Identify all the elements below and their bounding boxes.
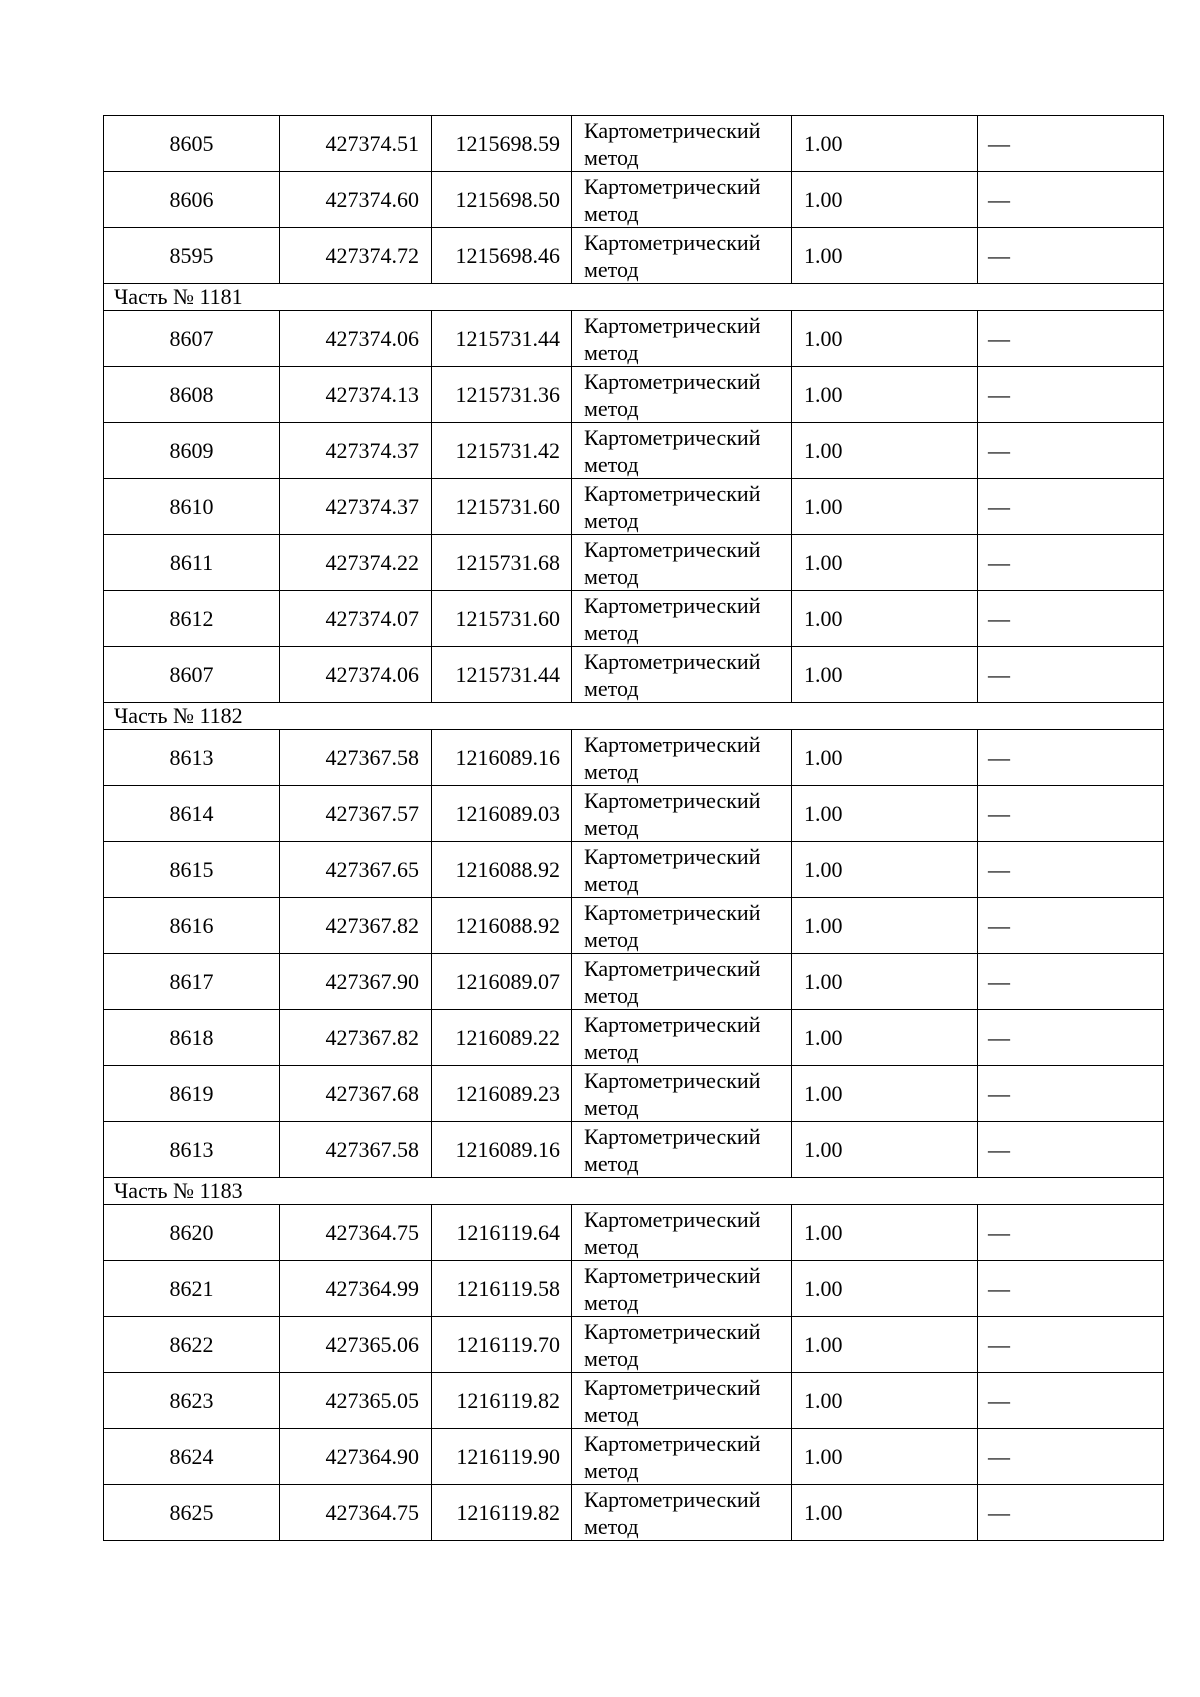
x-coordinate-cell: 427374.07 xyxy=(280,591,432,647)
description-cell: — xyxy=(978,1010,1164,1066)
method-text-line: Картометрический xyxy=(584,1011,761,1037)
y-coordinate-cell: 1216119.70 xyxy=(432,1317,572,1373)
method-cell xyxy=(572,1066,792,1122)
method-text-line: Картометрический xyxy=(584,648,761,674)
precision-cell: 1.00 xyxy=(792,954,978,1010)
part-header: Часть № 1182 xyxy=(104,703,1164,730)
method-cell xyxy=(572,647,792,703)
table-row xyxy=(104,730,1164,786)
y-coordinate-cell: 1216089.16 xyxy=(432,730,572,786)
precision-cell: 1.00 xyxy=(792,1205,978,1261)
method-text-line: метод xyxy=(584,1150,639,1176)
table-row xyxy=(104,311,1164,367)
part-header-row xyxy=(104,284,1164,311)
method-cell xyxy=(572,1122,792,1178)
method-cell xyxy=(572,1485,792,1541)
x-coordinate-cell: 427365.06 xyxy=(280,1317,432,1373)
method-cell xyxy=(572,116,792,172)
method-text-line: метод xyxy=(584,758,639,784)
table-row xyxy=(104,116,1164,172)
method-text-line: метод xyxy=(584,870,639,896)
method-text-line: метод xyxy=(584,814,639,840)
x-coordinate-cell: 427374.06 xyxy=(280,647,432,703)
x-coordinate-cell: 427367.82 xyxy=(280,1010,432,1066)
x-coordinate-cell: 427374.06 xyxy=(280,311,432,367)
point-number-cell: 8620 xyxy=(104,1205,280,1261)
precision-cell: 1.00 xyxy=(792,1429,978,1485)
method-text-line: метод xyxy=(584,507,639,533)
point-number-cell: 8612 xyxy=(104,591,280,647)
y-coordinate-cell: 1216089.16 xyxy=(432,1122,572,1178)
point-number-cell: 8619 xyxy=(104,1066,280,1122)
point-number-cell: 8595 xyxy=(104,228,280,284)
description-cell: — xyxy=(978,591,1164,647)
table-row xyxy=(104,1122,1164,1178)
method-text-line: Картометрический xyxy=(584,368,761,394)
point-number-cell: 8624 xyxy=(104,1429,280,1485)
y-coordinate-cell: 1216119.82 xyxy=(432,1485,572,1541)
table-row xyxy=(104,535,1164,591)
method-text-line: метод xyxy=(584,144,639,170)
point-number-cell: 8611 xyxy=(104,535,280,591)
point-number-cell: 8607 xyxy=(104,647,280,703)
table-row xyxy=(104,1373,1164,1429)
y-coordinate-cell: 1215698.59 xyxy=(432,116,572,172)
precision-cell: 1.00 xyxy=(792,172,978,228)
coordinates-table xyxy=(103,115,1164,1541)
description-cell: — xyxy=(978,730,1164,786)
x-coordinate-cell: 427374.60 xyxy=(280,172,432,228)
table-row xyxy=(104,954,1164,1010)
y-coordinate-cell: 1215698.46 xyxy=(432,228,572,284)
precision-cell: 1.00 xyxy=(792,311,978,367)
y-coordinate-cell: 1215731.44 xyxy=(432,647,572,703)
method-text-line: метод xyxy=(584,1233,639,1259)
y-coordinate-cell: 1216089.03 xyxy=(432,786,572,842)
description-cell: — xyxy=(978,1066,1164,1122)
method-text-line: Картометрический xyxy=(584,312,761,338)
table-row xyxy=(104,647,1164,703)
description-cell: — xyxy=(978,535,1164,591)
method-text-line: Картометрический xyxy=(584,1262,761,1288)
point-number-cell: 8621 xyxy=(104,1261,280,1317)
method-text-line: Картометрический xyxy=(584,1374,761,1400)
method-cell xyxy=(572,591,792,647)
method-cell xyxy=(572,1205,792,1261)
description-cell: — xyxy=(978,116,1164,172)
description-cell: — xyxy=(978,898,1164,954)
y-coordinate-cell: 1215731.68 xyxy=(432,535,572,591)
point-number-cell: 8616 xyxy=(104,898,280,954)
x-coordinate-cell: 427365.05 xyxy=(280,1373,432,1429)
y-coordinate-cell: 1215731.60 xyxy=(432,591,572,647)
method-text-line: Картометрический xyxy=(584,592,761,618)
method-cell xyxy=(572,1373,792,1429)
precision-cell: 1.00 xyxy=(792,898,978,954)
precision-cell: 1.00 xyxy=(792,479,978,535)
precision-cell: 1.00 xyxy=(792,786,978,842)
y-coordinate-cell: 1216089.23 xyxy=(432,1066,572,1122)
method-cell xyxy=(572,1317,792,1373)
table-row xyxy=(104,1317,1164,1373)
method-text-line: метод xyxy=(584,563,639,589)
method-text-line: Картометрический xyxy=(584,536,761,562)
precision-cell: 1.00 xyxy=(792,367,978,423)
precision-cell: 1.00 xyxy=(792,1485,978,1541)
coordinates-table-body xyxy=(104,116,1164,1541)
description-cell: — xyxy=(978,954,1164,1010)
x-coordinate-cell: 427367.57 xyxy=(280,786,432,842)
method-cell xyxy=(572,479,792,535)
precision-cell: 1.00 xyxy=(792,842,978,898)
y-coordinate-cell: 1215731.44 xyxy=(432,311,572,367)
precision-cell: 1.00 xyxy=(792,730,978,786)
x-coordinate-cell: 427374.37 xyxy=(280,479,432,535)
method-text-line: метод xyxy=(584,1457,639,1483)
part-header: Часть № 1181 xyxy=(104,284,1164,311)
description-cell: — xyxy=(978,1261,1164,1317)
description-cell: — xyxy=(978,1429,1164,1485)
method-text-line: Картометрический xyxy=(584,229,761,255)
table-row xyxy=(104,1429,1164,1485)
method-text-line: Картометрический xyxy=(584,1123,761,1149)
table-row xyxy=(104,591,1164,647)
method-text-line: метод xyxy=(584,256,639,282)
description-cell: — xyxy=(978,228,1164,284)
method-text-line: метод xyxy=(584,1345,639,1371)
method-text-line: Картометрический xyxy=(584,731,761,757)
y-coordinate-cell: 1216119.82 xyxy=(432,1373,572,1429)
method-cell xyxy=(572,786,792,842)
point-number-cell: 8613 xyxy=(104,730,280,786)
method-cell xyxy=(572,423,792,479)
precision-cell: 1.00 xyxy=(792,228,978,284)
point-number-cell: 8607 xyxy=(104,311,280,367)
point-number-cell: 8609 xyxy=(104,423,280,479)
method-text-line: Картометрический xyxy=(584,1486,761,1512)
method-text-line: метод xyxy=(584,1094,639,1120)
method-text-line: Картометрический xyxy=(584,899,761,925)
table-row xyxy=(104,423,1164,479)
method-text-line: Картометрический xyxy=(584,843,761,869)
method-cell xyxy=(572,172,792,228)
method-text-line: метод xyxy=(584,339,639,365)
table-row xyxy=(104,1205,1164,1261)
y-coordinate-cell: 1216088.92 xyxy=(432,842,572,898)
precision-cell: 1.00 xyxy=(792,1066,978,1122)
method-cell xyxy=(572,367,792,423)
y-coordinate-cell: 1215731.60 xyxy=(432,479,572,535)
point-number-cell: 8610 xyxy=(104,479,280,535)
method-cell xyxy=(572,1429,792,1485)
description-cell: — xyxy=(978,423,1164,479)
y-coordinate-cell: 1216119.58 xyxy=(432,1261,572,1317)
method-cell xyxy=(572,730,792,786)
table-row xyxy=(104,1066,1164,1122)
method-text-line: Картометрический xyxy=(584,117,761,143)
description-cell: — xyxy=(978,842,1164,898)
x-coordinate-cell: 427364.99 xyxy=(280,1261,432,1317)
method-cell xyxy=(572,898,792,954)
method-cell xyxy=(572,311,792,367)
method-text-line: метод xyxy=(584,1289,639,1315)
description-cell: — xyxy=(978,367,1164,423)
precision-cell: 1.00 xyxy=(792,647,978,703)
point-number-cell: 8614 xyxy=(104,786,280,842)
precision-cell: 1.00 xyxy=(792,1261,978,1317)
method-text-line: метод xyxy=(584,982,639,1008)
point-number-cell: 8605 xyxy=(104,116,280,172)
y-coordinate-cell: 1215731.36 xyxy=(432,367,572,423)
x-coordinate-cell: 427364.75 xyxy=(280,1485,432,1541)
method-text-line: метод xyxy=(584,1513,639,1539)
precision-cell: 1.00 xyxy=(792,116,978,172)
point-number-cell: 8613 xyxy=(104,1122,280,1178)
x-coordinate-cell: 427364.75 xyxy=(280,1205,432,1261)
precision-cell: 1.00 xyxy=(792,1373,978,1429)
method-text-line: Картометрический xyxy=(584,424,761,450)
description-cell: — xyxy=(978,479,1164,535)
table-row xyxy=(104,898,1164,954)
point-number-cell: 8608 xyxy=(104,367,280,423)
table-row xyxy=(104,1010,1164,1066)
method-text-line: Картометрический xyxy=(584,1430,761,1456)
point-number-cell: 8618 xyxy=(104,1010,280,1066)
table-row xyxy=(104,786,1164,842)
precision-cell: 1.00 xyxy=(792,1122,978,1178)
method-cell xyxy=(572,1261,792,1317)
precision-cell: 1.00 xyxy=(792,1317,978,1373)
table-row xyxy=(104,172,1164,228)
description-cell: — xyxy=(978,1485,1164,1541)
x-coordinate-cell: 427374.22 xyxy=(280,535,432,591)
method-text-line: Картометрический xyxy=(584,1067,761,1093)
method-cell xyxy=(572,535,792,591)
method-text-line: Картометрический xyxy=(584,173,761,199)
method-text-line: метод xyxy=(584,200,639,226)
method-cell xyxy=(572,1010,792,1066)
method-text-line: Картометрический xyxy=(584,955,761,981)
method-text-line: Картометрический xyxy=(584,1206,761,1232)
method-text-line: метод xyxy=(584,395,639,421)
part-header-row xyxy=(104,703,1164,730)
description-cell: — xyxy=(978,172,1164,228)
precision-cell: 1.00 xyxy=(792,1010,978,1066)
method-text-line: метод xyxy=(584,926,639,952)
point-number-cell: 8623 xyxy=(104,1373,280,1429)
description-cell: — xyxy=(978,647,1164,703)
method-text-line: Картометрический xyxy=(584,787,761,813)
y-coordinate-cell: 1216119.90 xyxy=(432,1429,572,1485)
part-header-row xyxy=(104,1178,1164,1205)
x-coordinate-cell: 427374.13 xyxy=(280,367,432,423)
x-coordinate-cell: 427374.72 xyxy=(280,228,432,284)
x-coordinate-cell: 427374.37 xyxy=(280,423,432,479)
method-cell xyxy=(572,228,792,284)
point-number-cell: 8606 xyxy=(104,172,280,228)
description-cell: — xyxy=(978,1205,1164,1261)
precision-cell: 1.00 xyxy=(792,591,978,647)
method-text-line: метод xyxy=(584,1401,639,1427)
y-coordinate-cell: 1215698.50 xyxy=(432,172,572,228)
table-row xyxy=(104,367,1164,423)
description-cell: — xyxy=(978,1373,1164,1429)
y-coordinate-cell: 1215731.42 xyxy=(432,423,572,479)
table-row xyxy=(104,842,1164,898)
table-row xyxy=(104,1261,1164,1317)
x-coordinate-cell: 427367.58 xyxy=(280,730,432,786)
part-header: Часть № 1183 xyxy=(104,1178,1164,1205)
point-number-cell: 8615 xyxy=(104,842,280,898)
x-coordinate-cell: 427367.65 xyxy=(280,842,432,898)
method-text-line: метод xyxy=(584,619,639,645)
y-coordinate-cell: 1216119.64 xyxy=(432,1205,572,1261)
x-coordinate-cell: 427367.90 xyxy=(280,954,432,1010)
description-cell: — xyxy=(978,1317,1164,1373)
method-text-line: метод xyxy=(584,675,639,701)
method-text-line: метод xyxy=(584,1038,639,1064)
y-coordinate-cell: 1216088.92 xyxy=(432,898,572,954)
method-text-line: Картометрический xyxy=(584,480,761,506)
precision-cell: 1.00 xyxy=(792,423,978,479)
description-cell: — xyxy=(978,786,1164,842)
precision-cell: 1.00 xyxy=(792,535,978,591)
description-cell: — xyxy=(978,311,1164,367)
table-row xyxy=(104,1485,1164,1541)
x-coordinate-cell: 427374.51 xyxy=(280,116,432,172)
description-cell: — xyxy=(978,1122,1164,1178)
table-row xyxy=(104,228,1164,284)
point-number-cell: 8625 xyxy=(104,1485,280,1541)
method-text-line: метод xyxy=(584,451,639,477)
y-coordinate-cell: 1216089.07 xyxy=(432,954,572,1010)
table-row xyxy=(104,479,1164,535)
method-cell xyxy=(572,842,792,898)
x-coordinate-cell: 427367.82 xyxy=(280,898,432,954)
point-number-cell: 8617 xyxy=(104,954,280,1010)
x-coordinate-cell: 427364.90 xyxy=(280,1429,432,1485)
point-number-cell: 8622 xyxy=(104,1317,280,1373)
x-coordinate-cell: 427367.68 xyxy=(280,1066,432,1122)
x-coordinate-cell: 427367.58 xyxy=(280,1122,432,1178)
y-coordinate-cell: 1216089.22 xyxy=(432,1010,572,1066)
method-cell xyxy=(572,954,792,1010)
method-text-line: Картометрический xyxy=(584,1318,761,1344)
